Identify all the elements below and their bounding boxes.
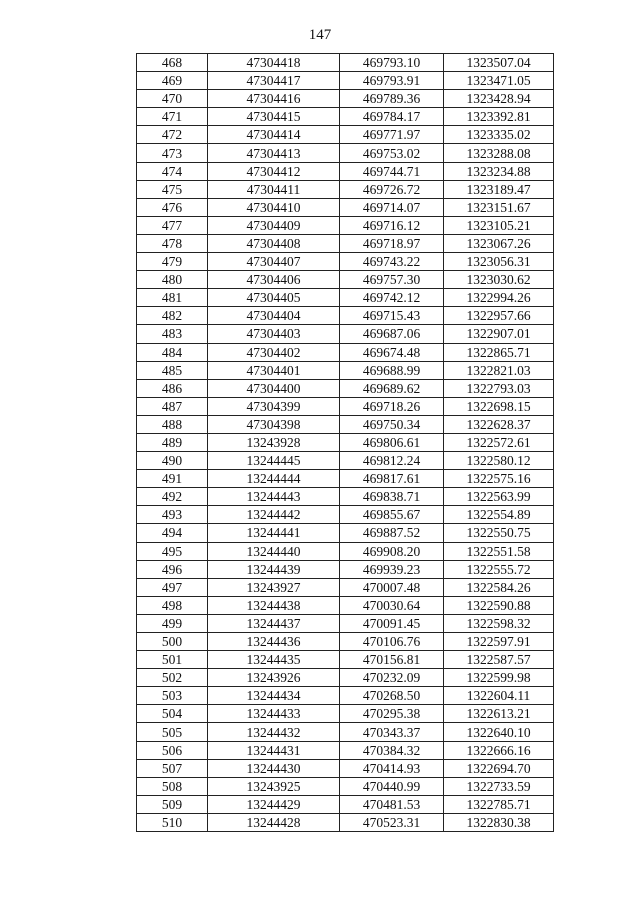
point-id-cell: 13243927 xyxy=(208,578,340,596)
y-coordinate-cell: 1322599.98 xyxy=(444,669,554,687)
y-coordinate-cell: 1323105.21 xyxy=(444,216,554,234)
table-row xyxy=(137,234,554,252)
table-row xyxy=(137,271,554,289)
x-coordinate-cell: 469939.23 xyxy=(340,560,444,578)
point-number-cell: 506 xyxy=(137,741,208,759)
x-coordinate-cell: 469674.48 xyxy=(340,343,444,361)
table-row xyxy=(137,126,554,144)
point-id-cell: 13244431 xyxy=(208,741,340,759)
y-coordinate-cell: 1323030.62 xyxy=(444,271,554,289)
x-coordinate-cell: 469718.26 xyxy=(340,397,444,415)
point-number-cell: 503 xyxy=(137,687,208,705)
table-row xyxy=(137,198,554,216)
point-number-cell: 502 xyxy=(137,669,208,687)
table-row xyxy=(137,633,554,651)
y-coordinate-cell: 1322785.71 xyxy=(444,795,554,813)
table-row xyxy=(137,379,554,397)
point-id-cell: 13244440 xyxy=(208,542,340,560)
point-number-cell: 485 xyxy=(137,361,208,379)
x-coordinate-cell: 470030.64 xyxy=(340,596,444,614)
y-coordinate-cell: 1322563.99 xyxy=(444,488,554,506)
y-coordinate-cell: 1322640.10 xyxy=(444,723,554,741)
x-coordinate-cell: 469687.06 xyxy=(340,325,444,343)
table-row xyxy=(137,560,554,578)
point-id-cell: 47304410 xyxy=(208,198,340,216)
y-coordinate-cell: 1322575.16 xyxy=(444,470,554,488)
y-coordinate-cell: 1322733.59 xyxy=(444,777,554,795)
table-row xyxy=(137,578,554,596)
table-row xyxy=(137,72,554,90)
y-coordinate-cell: 1322572.61 xyxy=(444,433,554,451)
table-row xyxy=(137,470,554,488)
x-coordinate-cell: 469716.12 xyxy=(340,216,444,234)
coordinates-table xyxy=(136,53,554,832)
y-coordinate-cell: 1323067.26 xyxy=(444,234,554,252)
x-coordinate-cell: 470091.45 xyxy=(340,614,444,632)
point-number-cell: 478 xyxy=(137,234,208,252)
x-coordinate-cell: 469750.34 xyxy=(340,415,444,433)
table-row xyxy=(137,325,554,343)
point-number-cell: 507 xyxy=(137,759,208,777)
table-row xyxy=(137,343,554,361)
x-coordinate-cell: 470440.99 xyxy=(340,777,444,795)
x-coordinate-cell: 469793.91 xyxy=(340,72,444,90)
y-coordinate-cell: 1323507.04 xyxy=(444,54,554,72)
y-coordinate-cell: 1322580.12 xyxy=(444,452,554,470)
y-coordinate-cell: 1322555.72 xyxy=(444,560,554,578)
point-number-cell: 473 xyxy=(137,144,208,162)
point-id-cell: 47304401 xyxy=(208,361,340,379)
y-coordinate-cell: 1323288.08 xyxy=(444,144,554,162)
x-coordinate-cell: 469855.67 xyxy=(340,506,444,524)
x-coordinate-cell: 470384.32 xyxy=(340,741,444,759)
x-coordinate-cell: 469744.71 xyxy=(340,162,444,180)
y-coordinate-cell: 1322551.58 xyxy=(444,542,554,560)
point-id-cell: 13244444 xyxy=(208,470,340,488)
point-id-cell: 47304412 xyxy=(208,162,340,180)
x-coordinate-cell: 469838.71 xyxy=(340,488,444,506)
point-id-cell: 47304411 xyxy=(208,180,340,198)
y-coordinate-cell: 1322865.71 xyxy=(444,343,554,361)
x-coordinate-cell: 469689.62 xyxy=(340,379,444,397)
y-coordinate-cell: 1322554.89 xyxy=(444,506,554,524)
table-row xyxy=(137,777,554,795)
table-row xyxy=(137,415,554,433)
y-coordinate-cell: 1322907.01 xyxy=(444,325,554,343)
y-coordinate-cell: 1323234.88 xyxy=(444,162,554,180)
point-number-cell: 508 xyxy=(137,777,208,795)
point-number-cell: 476 xyxy=(137,198,208,216)
table-row xyxy=(137,741,554,759)
table-row xyxy=(137,813,554,831)
x-coordinate-cell: 469753.02 xyxy=(340,144,444,162)
point-id-cell: 13244432 xyxy=(208,723,340,741)
point-number-cell: 498 xyxy=(137,596,208,614)
point-id-cell: 13243928 xyxy=(208,433,340,451)
table-row xyxy=(137,488,554,506)
point-id-cell: 47304405 xyxy=(208,289,340,307)
table-row xyxy=(137,54,554,72)
point-number-cell: 482 xyxy=(137,307,208,325)
point-id-cell: 13244437 xyxy=(208,614,340,632)
x-coordinate-cell: 469715.43 xyxy=(340,307,444,325)
table-row xyxy=(137,216,554,234)
table-row xyxy=(137,433,554,451)
point-id-cell: 13244438 xyxy=(208,596,340,614)
table-row xyxy=(137,180,554,198)
point-number-cell: 505 xyxy=(137,723,208,741)
point-id-cell: 13244436 xyxy=(208,633,340,651)
x-coordinate-cell: 469743.22 xyxy=(340,253,444,271)
y-coordinate-cell: 1322613.21 xyxy=(444,705,554,723)
point-number-cell: 472 xyxy=(137,126,208,144)
point-number-cell: 481 xyxy=(137,289,208,307)
y-coordinate-cell: 1322628.37 xyxy=(444,415,554,433)
x-coordinate-cell: 469806.61 xyxy=(340,433,444,451)
point-id-cell: 47304414 xyxy=(208,126,340,144)
y-coordinate-cell: 1322793.03 xyxy=(444,379,554,397)
x-coordinate-cell: 469742.12 xyxy=(340,289,444,307)
point-number-cell: 496 xyxy=(137,560,208,578)
point-id-cell: 47304418 xyxy=(208,54,340,72)
table-row xyxy=(137,669,554,687)
table-row xyxy=(137,687,554,705)
x-coordinate-cell: 469757.30 xyxy=(340,271,444,289)
point-number-cell: 474 xyxy=(137,162,208,180)
point-number-cell: 469 xyxy=(137,72,208,90)
page-number: 147 xyxy=(308,27,332,43)
table-row xyxy=(137,506,554,524)
table-row xyxy=(137,596,554,614)
point-id-cell: 47304416 xyxy=(208,90,340,108)
point-id-cell: 47304417 xyxy=(208,72,340,90)
point-number-cell: 470 xyxy=(137,90,208,108)
point-number-cell: 479 xyxy=(137,253,208,271)
point-id-cell: 47304407 xyxy=(208,253,340,271)
x-coordinate-cell: 469793.10 xyxy=(340,54,444,72)
x-coordinate-cell: 469887.52 xyxy=(340,524,444,542)
point-number-cell: 475 xyxy=(137,180,208,198)
y-coordinate-cell: 1322830.38 xyxy=(444,813,554,831)
y-coordinate-cell: 1322994.26 xyxy=(444,289,554,307)
point-number-cell: 490 xyxy=(137,452,208,470)
y-coordinate-cell: 1322590.88 xyxy=(444,596,554,614)
point-number-cell: 487 xyxy=(137,397,208,415)
x-coordinate-cell: 469789.36 xyxy=(340,90,444,108)
x-coordinate-cell: 470156.81 xyxy=(340,651,444,669)
x-coordinate-cell: 470481.53 xyxy=(340,795,444,813)
point-id-cell: 47304404 xyxy=(208,307,340,325)
y-coordinate-cell: 1322597.91 xyxy=(444,633,554,651)
table-row xyxy=(137,162,554,180)
x-coordinate-cell: 469688.99 xyxy=(340,361,444,379)
table-body xyxy=(137,54,554,832)
table-row xyxy=(137,705,554,723)
table-row xyxy=(137,795,554,813)
point-number-cell: 486 xyxy=(137,379,208,397)
x-coordinate-cell: 470232.09 xyxy=(340,669,444,687)
x-coordinate-cell: 470414.93 xyxy=(340,759,444,777)
point-id-cell: 47304409 xyxy=(208,216,340,234)
point-id-cell: 13244428 xyxy=(208,813,340,831)
point-id-cell: 13244434 xyxy=(208,687,340,705)
y-coordinate-cell: 1322957.66 xyxy=(444,307,554,325)
x-coordinate-cell: 469784.17 xyxy=(340,108,444,126)
point-id-cell: 47304406 xyxy=(208,271,340,289)
x-coordinate-cell: 469718.97 xyxy=(340,234,444,252)
x-coordinate-cell: 470343.37 xyxy=(340,723,444,741)
point-id-cell: 13244430 xyxy=(208,759,340,777)
table-row xyxy=(137,452,554,470)
point-id-cell: 13244429 xyxy=(208,795,340,813)
y-coordinate-cell: 1323428.94 xyxy=(444,90,554,108)
point-number-cell: 499 xyxy=(137,614,208,632)
y-coordinate-cell: 1322604.11 xyxy=(444,687,554,705)
point-number-cell: 480 xyxy=(137,271,208,289)
y-coordinate-cell: 1322694.70 xyxy=(444,759,554,777)
point-id-cell: 47304399 xyxy=(208,397,340,415)
point-number-cell: 509 xyxy=(137,795,208,813)
point-number-cell: 504 xyxy=(137,705,208,723)
table-row xyxy=(137,397,554,415)
y-coordinate-cell: 1323151.67 xyxy=(444,198,554,216)
x-coordinate-cell: 470295.38 xyxy=(340,705,444,723)
point-number-cell: 477 xyxy=(137,216,208,234)
point-number-cell: 493 xyxy=(137,506,208,524)
point-number-cell: 483 xyxy=(137,325,208,343)
point-id-cell: 13244439 xyxy=(208,560,340,578)
point-number-cell: 497 xyxy=(137,578,208,596)
table-row xyxy=(137,108,554,126)
point-number-cell: 484 xyxy=(137,343,208,361)
point-id-cell: 47304415 xyxy=(208,108,340,126)
point-id-cell: 47304398 xyxy=(208,415,340,433)
point-id-cell: 47304402 xyxy=(208,343,340,361)
table-row xyxy=(137,289,554,307)
point-id-cell: 47304403 xyxy=(208,325,340,343)
y-coordinate-cell: 1323335.02 xyxy=(444,126,554,144)
x-coordinate-cell: 469908.20 xyxy=(340,542,444,560)
y-coordinate-cell: 1323056.31 xyxy=(444,253,554,271)
y-coordinate-cell: 1322821.03 xyxy=(444,361,554,379)
point-number-cell: 489 xyxy=(137,433,208,451)
y-coordinate-cell: 1323392.81 xyxy=(444,108,554,126)
table-row xyxy=(137,614,554,632)
y-coordinate-cell: 1322584.26 xyxy=(444,578,554,596)
table-row xyxy=(137,144,554,162)
y-coordinate-cell: 1322598.32 xyxy=(444,614,554,632)
x-coordinate-cell: 470007.48 xyxy=(340,578,444,596)
point-id-cell: 47304408 xyxy=(208,234,340,252)
point-id-cell: 13244441 xyxy=(208,524,340,542)
point-id-cell: 13244445 xyxy=(208,452,340,470)
point-number-cell: 468 xyxy=(137,54,208,72)
point-number-cell: 492 xyxy=(137,488,208,506)
y-coordinate-cell: 1322698.15 xyxy=(444,397,554,415)
y-coordinate-cell: 1322587.57 xyxy=(444,651,554,669)
table-row xyxy=(137,361,554,379)
y-coordinate-cell: 1323189.47 xyxy=(444,180,554,198)
point-id-cell: 13244435 xyxy=(208,651,340,669)
x-coordinate-cell: 470268.50 xyxy=(340,687,444,705)
point-number-cell: 501 xyxy=(137,651,208,669)
table-row xyxy=(137,307,554,325)
point-id-cell: 13244433 xyxy=(208,705,340,723)
y-coordinate-cell: 1323471.05 xyxy=(444,72,554,90)
table-row xyxy=(137,651,554,669)
x-coordinate-cell: 470523.31 xyxy=(340,813,444,831)
y-coordinate-cell: 1322666.16 xyxy=(444,741,554,759)
point-number-cell: 471 xyxy=(137,108,208,126)
table-row xyxy=(137,90,554,108)
point-number-cell: 495 xyxy=(137,542,208,560)
x-coordinate-cell: 469817.61 xyxy=(340,470,444,488)
point-number-cell: 494 xyxy=(137,524,208,542)
table-row xyxy=(137,723,554,741)
x-coordinate-cell: 469726.72 xyxy=(340,180,444,198)
point-id-cell: 13244443 xyxy=(208,488,340,506)
x-coordinate-cell: 469714.07 xyxy=(340,198,444,216)
point-id-cell: 13243925 xyxy=(208,777,340,795)
point-id-cell: 13244442 xyxy=(208,506,340,524)
table-row xyxy=(137,759,554,777)
table-row xyxy=(137,253,554,271)
point-number-cell: 491 xyxy=(137,470,208,488)
table-row xyxy=(137,524,554,542)
point-id-cell: 13243926 xyxy=(208,669,340,687)
x-coordinate-cell: 470106.76 xyxy=(340,633,444,651)
table-row xyxy=(137,542,554,560)
point-number-cell: 510 xyxy=(137,813,208,831)
point-number-cell: 500 xyxy=(137,633,208,651)
x-coordinate-cell: 469812.24 xyxy=(340,452,444,470)
point-id-cell: 47304413 xyxy=(208,144,340,162)
point-id-cell: 47304400 xyxy=(208,379,340,397)
x-coordinate-cell: 469771.97 xyxy=(340,126,444,144)
point-number-cell: 488 xyxy=(137,415,208,433)
y-coordinate-cell: 1322550.75 xyxy=(444,524,554,542)
